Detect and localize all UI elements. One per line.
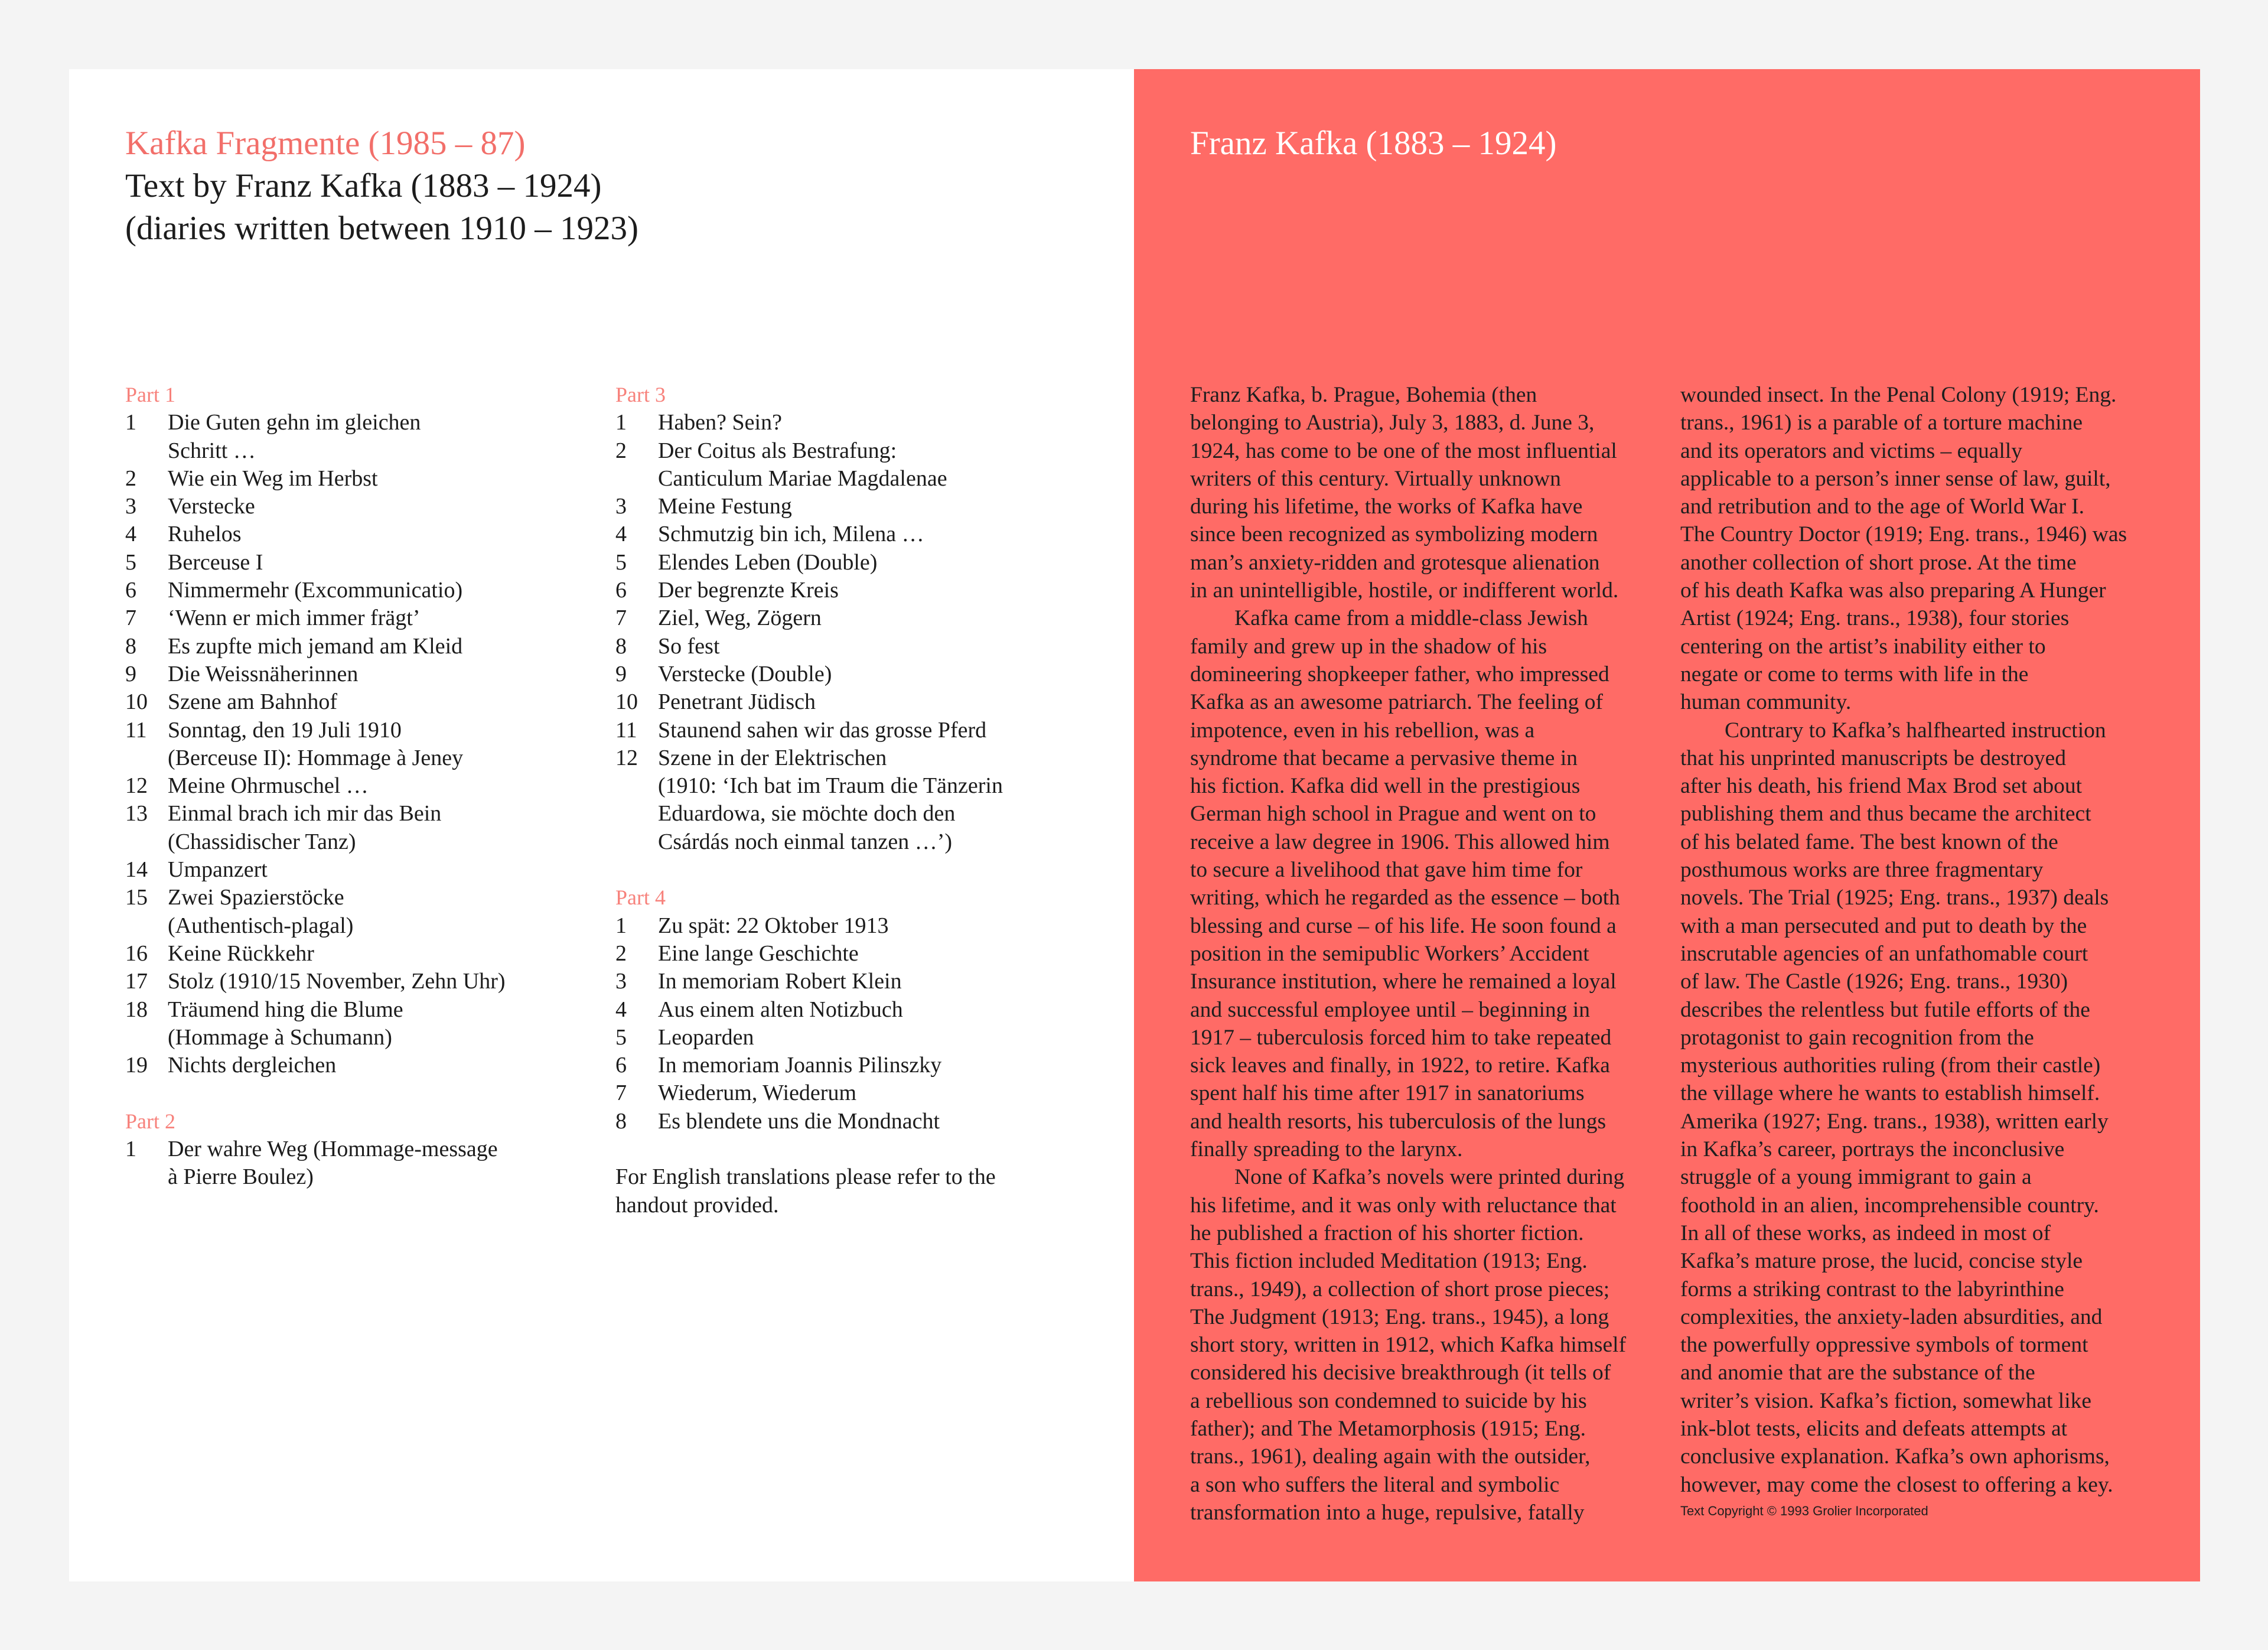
biography-line: writer’s vision. Kafka’s fiction, somewhat like [1680,1388,2092,1413]
biography-line: he published a fraction of his shorter fiction. [1190,1221,1584,1245]
biography-line: during his lifetime, the works of Kafka have [1190,494,1583,519]
list-item [125,1052,550,1079]
list-item [125,856,550,884]
biography-line: and retribution and to the age of World War I. [1680,494,2085,519]
list-item [615,409,1041,437]
part-heading: Part 4 [615,886,666,910]
item-title: Wiederum, Wiederum [658,1081,857,1106]
list-item [125,772,550,800]
biography-line: the village where he wants to establish himself. [1680,1081,2100,1106]
item-number: 1 [615,410,627,435]
biography-line: centering on the artist’s inability either to [1680,634,2046,659]
item-number: 11 [125,717,147,743]
biography-line: foothold in an alien, incomprehensible country. [1680,1193,2099,1218]
list-item [125,968,550,995]
biography-line: posthumous works are three fragmentary [1680,858,2044,883]
biography-line: to secure a livelihood that gave him time for [1190,858,1583,883]
biography-line: man’s anxiety-ridden and grotesque alienation [1190,550,1600,575]
item-title: Nimmermehr (Excommunicatio) [168,578,463,603]
biography-line: impotence, even in his rebellion, was a [1190,718,1535,743]
biography-line: negate or come to terms with life in the [1680,662,2029,686]
biography-line: Amerika (1927; Eng. trans., 1938), written early [1680,1109,2109,1134]
list-item [615,744,1041,856]
item-title: Eine lange Geschichte [658,940,859,966]
biography-line: receive a law degree in 1906. This allowed him [1190,829,1610,854]
biography-line: German high school in Prague and went on to [1190,802,1596,826]
biography-line: considered his decisive breakthrough (it tells of [1190,1361,1611,1385]
item-number: 12 [615,745,638,770]
biography-line: of his belated fame. The best known of the [1680,829,2058,854]
list-item [125,660,550,688]
biography-line: Artist (1924; Eng. trans., 1938), four stories [1680,606,2070,631]
list-item [125,717,550,773]
list-item [125,996,550,1052]
item-number: 8 [615,1108,627,1134]
item-title: Elendes Leben (Double) [658,549,878,575]
item-title: Es blendete uns die Mondnacht [658,1108,940,1134]
list-item [615,1108,1041,1135]
item-title: Zu spät: 22 Oktober 1913 [658,913,889,938]
item-number: 6 [125,578,136,603]
item-title: Die Guten gehn im gleichen Schritt … [168,410,421,463]
biography-line: family and grew up in the shadow of his [1190,634,1547,659]
item-title: Meine Festung [658,494,792,519]
biography-line: in Kafka’s career, portrays the inconclusive [1680,1137,2065,1162]
biography-line: Insurance institution, where he remained a loyal [1190,969,1617,994]
item-number: 19 [125,1053,148,1078]
biography-line: publishing them and thus became the architect [1680,802,2091,826]
biography-line: ink-blot tests, elicits and defeats attempts at [1680,1416,2068,1441]
item-number: 16 [125,940,148,966]
biography-line: father); and The Metamorphosis (1915; Eng. [1190,1416,1586,1441]
item-number: 10 [615,689,638,715]
program-column-2 [615,381,1041,1219]
biography-line: a rebellious son condemned to suicide by his [1190,1388,1587,1413]
part-heading: Part 1 [125,383,175,406]
item-title: Keine Rückkehr [168,940,314,966]
list-item [125,409,550,465]
biography-title: Franz Kafka (1883 – 1924) [1190,125,1557,162]
list-item [615,968,1041,995]
item-title: Schmutzig bin ich, Milena … [658,522,924,547]
item-title: Staunend sahen wir das grosse Pferd [658,717,987,743]
biography-line: inscrutable agencies of an unfathomable court [1680,941,2088,966]
biography-line: transformation into a huge, repulsive, fatally [1190,1500,1585,1525]
item-number: 8 [125,633,136,659]
item-number: 10 [125,689,148,715]
item-number: 7 [615,606,627,631]
biography-line: the powerfully oppressive symbols of torment [1680,1333,2088,1358]
biography-line: Contrary to Kafka’s halfhearted instruction [1680,718,2106,743]
item-title: So fest [658,633,720,659]
item-number: 9 [125,661,136,686]
item-number: 14 [125,857,148,883]
biography-line: blessing and curse – of his life. He soon found a [1190,913,1617,938]
part-heading: Part 2 [125,1109,175,1133]
biography-line: forms a striking contrast to the labyrinthine [1680,1277,2064,1301]
item-title: Wie ein Weg im Herbst [168,466,378,491]
item-number: 18 [125,997,148,1022]
biography-line: 1917 – tuberculosis forced him to take repeated [1190,1025,1612,1050]
item-title: Szene am Bahnhof [168,689,338,715]
list-item [615,577,1041,604]
biography-line: short story, written in 1912, which Kafka himself [1190,1333,1627,1358]
list-item [125,1135,550,1192]
section-gap [615,1135,1041,1163]
biography-line: This fiction included Meditation (1913; Eng. [1190,1249,1588,1274]
biography-line: of his death Kafka was also preparing A Hunger [1680,578,2106,603]
biography-line: struggle of a young immigrant to gain a [1680,1165,2032,1190]
biography-line: describes the relentless but futile efforts of the [1680,997,2090,1022]
list-item [125,800,550,856]
item-number: 5 [125,549,136,575]
item-number: 12 [125,773,148,799]
list-item [615,493,1041,520]
item-number: 3 [615,969,627,994]
biography-line: protagonist to gain recognition from the [1680,1025,2034,1050]
biography-line: writers of this century. Virtually unknown [1190,466,1561,491]
biography-line: with a man persecuted and put to death by the [1680,913,2087,938]
list-item [125,884,550,940]
item-number: 6 [615,578,627,603]
biography-line: and its operators and victims – equally [1680,438,2023,463]
list-item [125,465,550,493]
list-item [615,940,1041,968]
copyright-notice: Text Copyright © 1993 Grolier Incorporated [1680,1503,1928,1518]
item-number: 2 [615,940,627,966]
item-number: 1 [125,1137,136,1162]
item-number: 9 [615,661,627,686]
biography-line: another collection of short prose. At the time [1680,550,2077,575]
biography-line: complexities, the anxiety-laden absurdities, and [1680,1304,2103,1329]
biography-line: novels. The Trial (1925; Eng. trans., 1937) deals [1680,886,2109,910]
item-title: Ruhelos [168,522,242,547]
item-title: Leoparden [658,1024,754,1050]
item-title: Berceuse I [168,549,263,575]
left-page [69,69,1134,1581]
item-number: 7 [125,606,136,631]
section-gap [125,1079,550,1107]
biography-line: after his death, his friend Max Brod set about [1680,774,2083,799]
item-title: Sonntag, den 19 Juli 1910 (Berceuse II): Hommage à Jeney [168,717,464,770]
item-number: 8 [615,633,627,659]
biography-line: spent half his time after 1917 in sanatoriums [1190,1081,1585,1106]
biography-line: syndrome that became a pervasive theme in [1190,746,1578,770]
item-title: Umpanzert [168,857,268,883]
translation-note: For English translations please refer to the handout provided. [615,1164,996,1218]
list-item [615,996,1041,1024]
part-heading: Part 3 [615,383,666,406]
item-title: Nichts dergleichen [168,1053,337,1078]
item-title: Es zupfte mich jemand am Kleid [168,633,463,659]
list-item [615,549,1041,577]
item-title: Haben? Sein? [658,410,782,435]
biography-line: None of Kafka’s novels were printed during [1190,1165,1625,1190]
item-title: In memoriam Robert Klein [658,969,902,994]
item-title: In memoriam Joannis Pilinszky [658,1053,942,1078]
biography-line: belonging to Austria), July 3, 1883, d. June 3, [1190,411,1595,435]
item-number: 4 [615,997,627,1022]
list-item [125,633,550,660]
biography-line: mysterious authorities ruling (from their castle) [1680,1053,2101,1078]
biography-line: Franz Kafka, b. Prague, Bohemia (then [1190,383,1537,407]
list-item [615,1024,1041,1052]
program-column-1 [125,381,550,1192]
biography-column-2 [1680,381,2129,1520]
biography-line: his lifetime, and it was only with reluctance that [1190,1193,1617,1218]
item-title: Einmal brach ich mir das Bein (Chassidischer Tanz) [168,801,442,854]
item-number: 3 [125,494,136,519]
item-number: 3 [615,494,627,519]
item-title: Verstecke [168,494,255,519]
list-item [615,660,1041,688]
list-item [615,717,1041,744]
item-title: Penetrant Jüdisch [658,689,816,715]
item-number: 5 [615,1024,627,1050]
item-number: 15 [125,885,148,910]
item-title: Der Coitus als Bestrafung: Canticulum Mariae Magdalenae [658,438,947,491]
page-title: Kafka Fragmente (1985 – 87) [125,125,526,162]
biography-line: finally spreading to the larynx. [1190,1137,1463,1162]
biography-line: and successful employee until – beginning in [1190,997,1590,1022]
item-title: Szene in der Elektrischen (1910: ‘Ich bat im Traum die Tänzerin Eduardowa, sie möchte doch den Csárdás noch einmal tanzen …’) [658,745,1003,854]
item-number: 13 [125,801,148,826]
list-item [615,912,1041,940]
biography-line: that his unprinted manuscripts be destroyed [1680,746,2066,770]
list-item [615,520,1041,548]
biography-line: and anomie that are the substance of the [1680,1361,2035,1385]
list-item [615,633,1041,660]
page-subtitle-text-credit: Text by Franz Kafka (1883 – 1924) [125,167,602,204]
item-title: Meine Ohrmuschel … [168,773,369,799]
biography-line: trans., 1961), dealing again with the outsider, [1190,1444,1591,1469]
list-item [615,1052,1041,1079]
list-item [125,520,550,548]
item-title: Der wahre Weg (Hommage-message à Pierre Boulez) [168,1137,498,1190]
item-title: Verstecke (Double) [658,661,832,686]
biography-line: wounded insect. In the Penal Colony (1919; Eng. [1680,383,2117,407]
biography-line: The Country Doctor (1919; Eng. trans., 1946) was [1680,522,2127,547]
biography-line: Kafka as an awesome patriarch. The feeling of [1190,690,1603,715]
list-item [125,604,550,632]
list-item [615,437,1041,493]
item-title: Ziel, Weg, Zögern [658,606,822,631]
list-item [125,688,550,716]
item-number: 1 [125,410,136,435]
section-gap [615,856,1041,884]
item-title: Der begrenzte Kreis [658,578,839,603]
item-title: Aus einem alten Notizbuch [658,997,903,1022]
biography-line: a son who suffers the literal and symbolic [1190,1472,1560,1497]
biography-line: human community. [1680,690,1852,715]
item-title: Zwei Spazierstöcke (Authentisch-plagal) [168,885,354,938]
title-block [125,122,638,250]
list-item [615,604,1041,632]
biography-line: domineering shopkeeper father, who impressed [1190,662,1609,686]
list-item [125,577,550,604]
list-item [125,549,550,577]
biography-line: The Judgment (1913; Eng. trans., 1945), a long [1190,1304,1609,1329]
biography-line: of law. The Castle (1926; Eng. trans., 1930) [1680,969,2068,994]
biography-line: Kafka came from a middle-class Jewish [1190,606,1588,631]
right-page [1134,69,2200,1581]
item-number: 2 [615,438,627,463]
item-title: Die Weissnäherinnen [168,661,359,686]
biography-line: trans., 1949), a collection of short prose pieces; [1190,1277,1610,1301]
biography-line: Kafka’s mature prose, the lucid, concise style [1680,1249,2083,1274]
item-number: 6 [615,1053,627,1078]
item-number: 7 [615,1081,627,1106]
biography-line: position in the semipublic Workers’ Accident [1190,941,1589,966]
item-title: Stolz (1910/15 November, Zehn Uhr) [168,969,506,994]
biography-column-1 [1190,381,1639,1527]
page-subtitle-diaries: (diaries written between 1910 – 1923) [125,210,638,247]
list-item [125,940,550,968]
biography-line: In all of these works, as indeed in most of [1680,1221,2051,1245]
biography-line: in an unintelligible, hostile, or indifferent world. [1190,578,1619,603]
item-number: 17 [125,969,148,994]
item-number: 11 [615,717,637,743]
list-item [125,493,550,520]
item-number: 4 [125,522,136,547]
biography-line: his fiction. Kafka did well in the prestigious [1190,774,1581,799]
biography-line: writing, which he regarded as the essence – both [1190,886,1620,910]
list-item [615,1079,1041,1107]
item-number: 5 [615,549,627,575]
biography-line: applicable to a person’s inner sense of law, guilt, [1680,466,2111,491]
item-number: 2 [125,466,136,491]
item-number: 1 [615,913,627,938]
list-item [615,688,1041,716]
biography-line: since been recognized as symbolizing modern [1190,522,1598,547]
biography-line: trans., 1961) is a parable of a torture machine [1680,411,2083,435]
biography-line: however, may come the closest to offering a key. [1680,1472,2113,1497]
item-title: Träumend hing die Blume (Hommage à Schumann) [168,997,403,1050]
biography-line: 1924, has come to be one of the most influential [1190,438,1617,463]
item-title: ‘Wenn er mich immer frägt’ [168,606,421,631]
biography-line: and health resorts, his tuberculosis of the lungs [1190,1109,1606,1134]
item-number: 4 [615,522,627,547]
biography-line: conclusive explanation. Kafka’s own aphorisms, [1680,1444,2110,1469]
biography-line: sick leaves and finally, in 1922, to retire. Kafka [1190,1053,1610,1078]
